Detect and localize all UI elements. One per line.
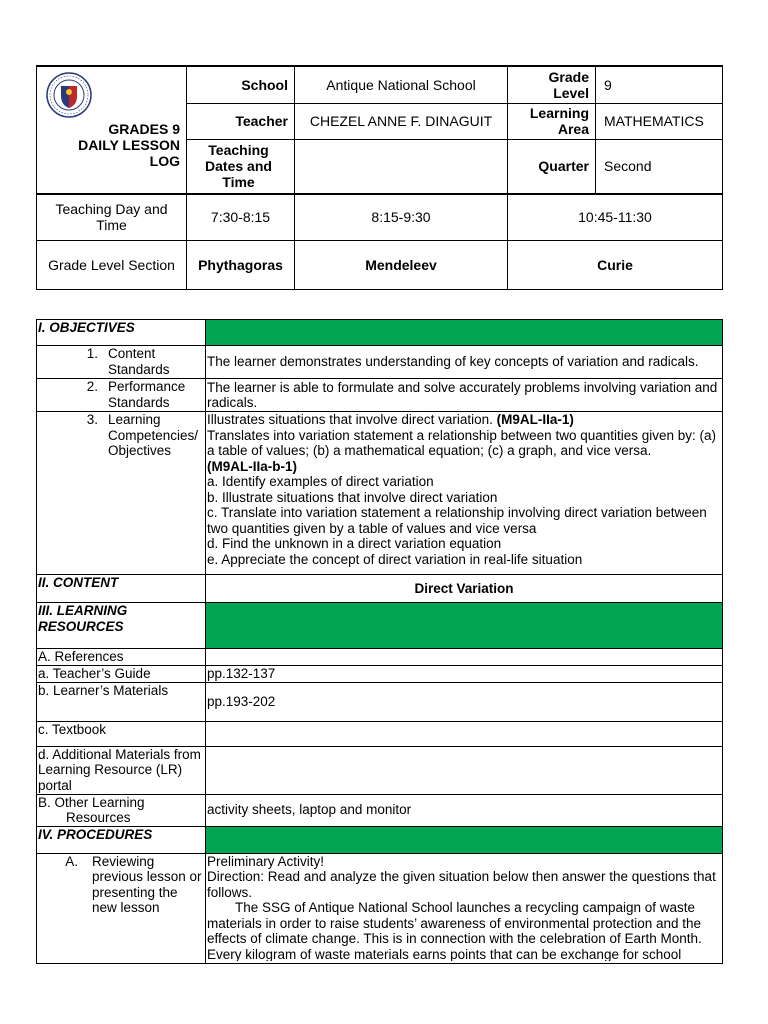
grade-level-value: 9 bbox=[596, 66, 723, 103]
header-title-cell bbox=[37, 66, 187, 194]
lesson-log-title: GRADES 9 DAILY LESSON LOG bbox=[78, 121, 180, 169]
performance-standards-value: The learner is able to formulate and solve accurately problems involving variation and radicals. bbox=[206, 379, 723, 412]
other-resources-value: activity sheets, laptop and monitor bbox=[206, 794, 723, 826]
performance-standards-label: 2. Performance Standards bbox=[37, 379, 206, 412]
grade-level-section-label: Grade Level Section bbox=[37, 240, 187, 289]
section-1: Phythagoras bbox=[187, 240, 295, 289]
references-label: A. References bbox=[37, 649, 206, 666]
learning-resources-fill bbox=[206, 603, 723, 649]
time-slot-1: 7:30-8:15 bbox=[187, 194, 295, 240]
textbook-value bbox=[206, 721, 723, 746]
textbook-label: c. Textbook bbox=[37, 721, 206, 746]
teaching-dates-label: Teaching Dates and Time bbox=[187, 139, 295, 194]
teaching-dates-value bbox=[295, 139, 508, 194]
section-3: Curie bbox=[508, 240, 723, 289]
school-value: Antique National School bbox=[295, 66, 508, 103]
teachers-guide-value: pp.132-137 bbox=[206, 665, 723, 682]
content-standards-value: The learner demonstrates understanding of key concepts of variation and radicals. bbox=[206, 346, 723, 379]
section-2: Mendeleev bbox=[295, 240, 508, 289]
learners-materials-value: pp.193-202 bbox=[206, 682, 723, 721]
learning-competencies-label: 3. Learning Competencies/ Objectives bbox=[37, 412, 206, 575]
time-slot-3: 10:45-11:30 bbox=[508, 194, 723, 240]
learning-area-label: Learning Area bbox=[508, 103, 596, 139]
procedures-fill bbox=[206, 826, 723, 853]
reviewing-lesson-label: A. Reviewing previous lesson or presenting the new lesson bbox=[37, 853, 206, 963]
procedures-heading: IV. PROCEDURES bbox=[37, 826, 206, 853]
teaching-day-time-label: Teaching Day and Time bbox=[37, 194, 187, 240]
teacher-value: CHEZEL ANNE F. DINAGUIT bbox=[295, 103, 508, 139]
content-heading: II. CONTENT bbox=[37, 575, 206, 603]
learners-materials-label: b. Learner’s Materials bbox=[37, 682, 206, 721]
additional-materials-label: d. Additional Materials from Learning Resource (LR) portal bbox=[37, 746, 206, 794]
learning-resources-heading: III. LEARNING RESOURCES bbox=[37, 603, 206, 649]
objectives-fill bbox=[206, 320, 723, 346]
teacher-label: Teacher bbox=[187, 103, 295, 139]
teachers-guide-label: a. Teacher’s Guide bbox=[37, 665, 206, 682]
additional-materials-value bbox=[206, 746, 723, 794]
lesson-plan-table bbox=[36, 319, 723, 964]
other-resources-label: B. Other Learning Resources bbox=[37, 794, 206, 826]
header-table bbox=[36, 65, 723, 290]
time-slot-2: 8:15-9:30 bbox=[295, 194, 508, 240]
content-standards-label: 1. Content Standards bbox=[37, 346, 206, 379]
school-label: School bbox=[187, 66, 295, 103]
quarter-value: Second bbox=[596, 139, 723, 194]
learning-competencies-value: Illustrates situations that involve direct variation. (M9AL-IIa-1) Translates into variation statement a relationship between two quantities given by: (a) a table of values; (b) a mathematical equation; (c) a graph, and vice versa. (M9AL-IIa-b-1) a. Identify examples of direct variation b. Illustrate situations that involve direct variation c. Translate into variation statement a relationship involving direct variation between two quantities given by a table of values and vice versa d. Find the unknown in a direct variation equation e. Appreciate the concept of direct variation in real-life situation bbox=[206, 412, 723, 575]
content-value: Direct Variation bbox=[206, 575, 723, 603]
quarter-label: Quarter bbox=[508, 139, 596, 194]
references-value bbox=[206, 649, 723, 666]
deped-seal-icon bbox=[46, 72, 92, 118]
grade-level-label: Grade Level bbox=[508, 66, 596, 103]
objectives-heading: I. OBJECTIVES bbox=[37, 320, 206, 346]
reviewing-lesson-value: Preliminary Activity! Direction: Read and analyze the given situation below then answer the questions that follows. The SSG of Antique National School launches a recycling campaign of waste materials in order to raise students’ awareness of environmental protection and the effects of climate change. This is in connection with the celebration of Earth Month. Every kilogram of waste materials earns points that can be exchange for school bbox=[206, 853, 723, 963]
learning-area-value: MATHEMATICS bbox=[596, 103, 723, 139]
